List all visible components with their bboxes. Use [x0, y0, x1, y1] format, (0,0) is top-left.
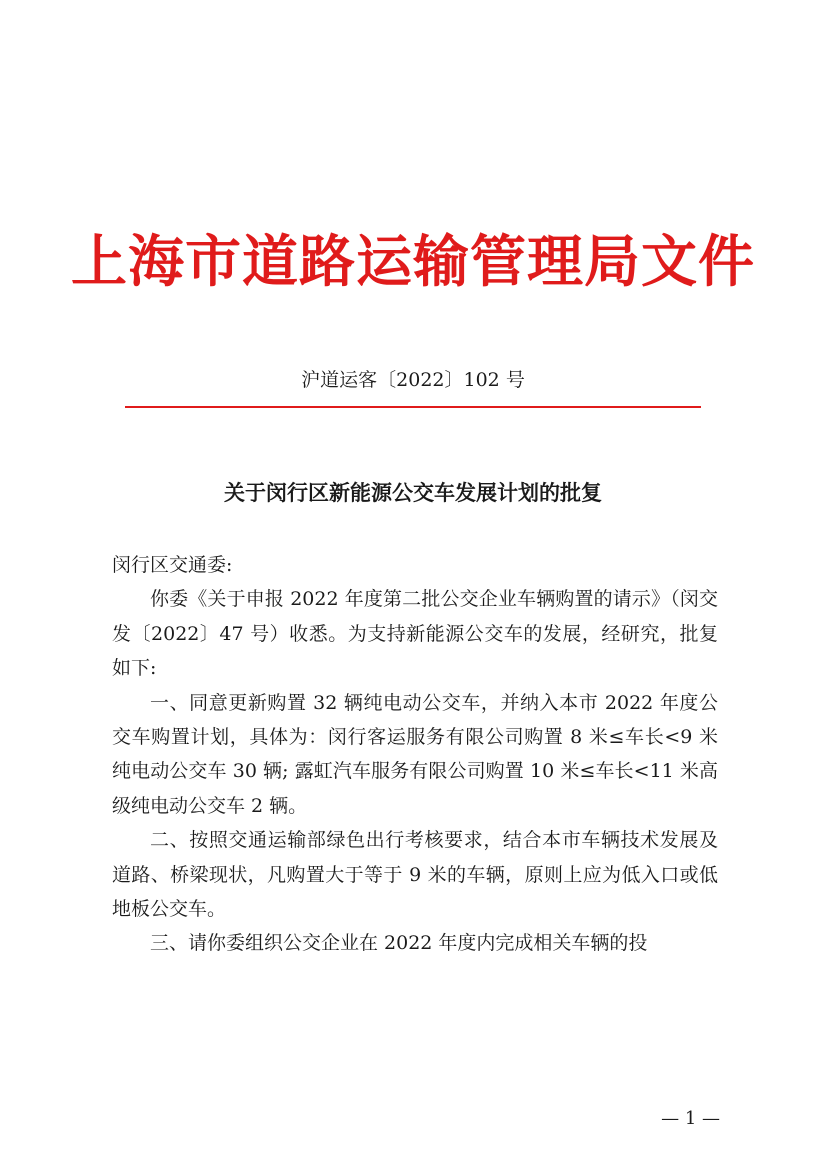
- document-masthead: 上海市道路运输管理局文件: [71, 229, 755, 295]
- page-number: — 1 —: [661, 1108, 720, 1129]
- paragraph-item-3: 三、请你委组织公交企业在 2022 年度内完成相关车辆的投: [150, 932, 648, 955]
- paragraph-item-1: 一、同意更新购置 32 辆纯电动公交车，并纳入本市 2022 年度公交车购置计划，具体为：闵行客运服务有限公司购置 8 米≤车长<9 米纯电动公交车 30 辆; 露虹汽车服务有限公司购置 10 米≤车长<11 米高级纯电动公交车 2 辆。: [112, 691, 718, 817]
- document-title: 关于闵行区新能源公交车发展计划的批复: [224, 481, 602, 505]
- paragraph-intro: 你委《关于申报 2022 年度第二批公交企业车辆购置的请示》（闵交发〔2022〕47 号）收悉。为支持新能源公交车的发展，经研究，批复如下:: [112, 588, 718, 680]
- red-separator-line: [125, 406, 701, 408]
- paragraph-item-2: 二、按照交通运输部绿色出行考核要求，结合本市车辆技术发展及道路、桥梁现状，凡购置大于等于 9 米的车辆，原则上应为低入口或低地板公交车。: [112, 829, 718, 921]
- addressee: 闵行区交通委:: [112, 554, 233, 576]
- document-body: [112, 548, 718, 961]
- document-number: 沪道运客〔2022〕102 号: [301, 369, 525, 391]
